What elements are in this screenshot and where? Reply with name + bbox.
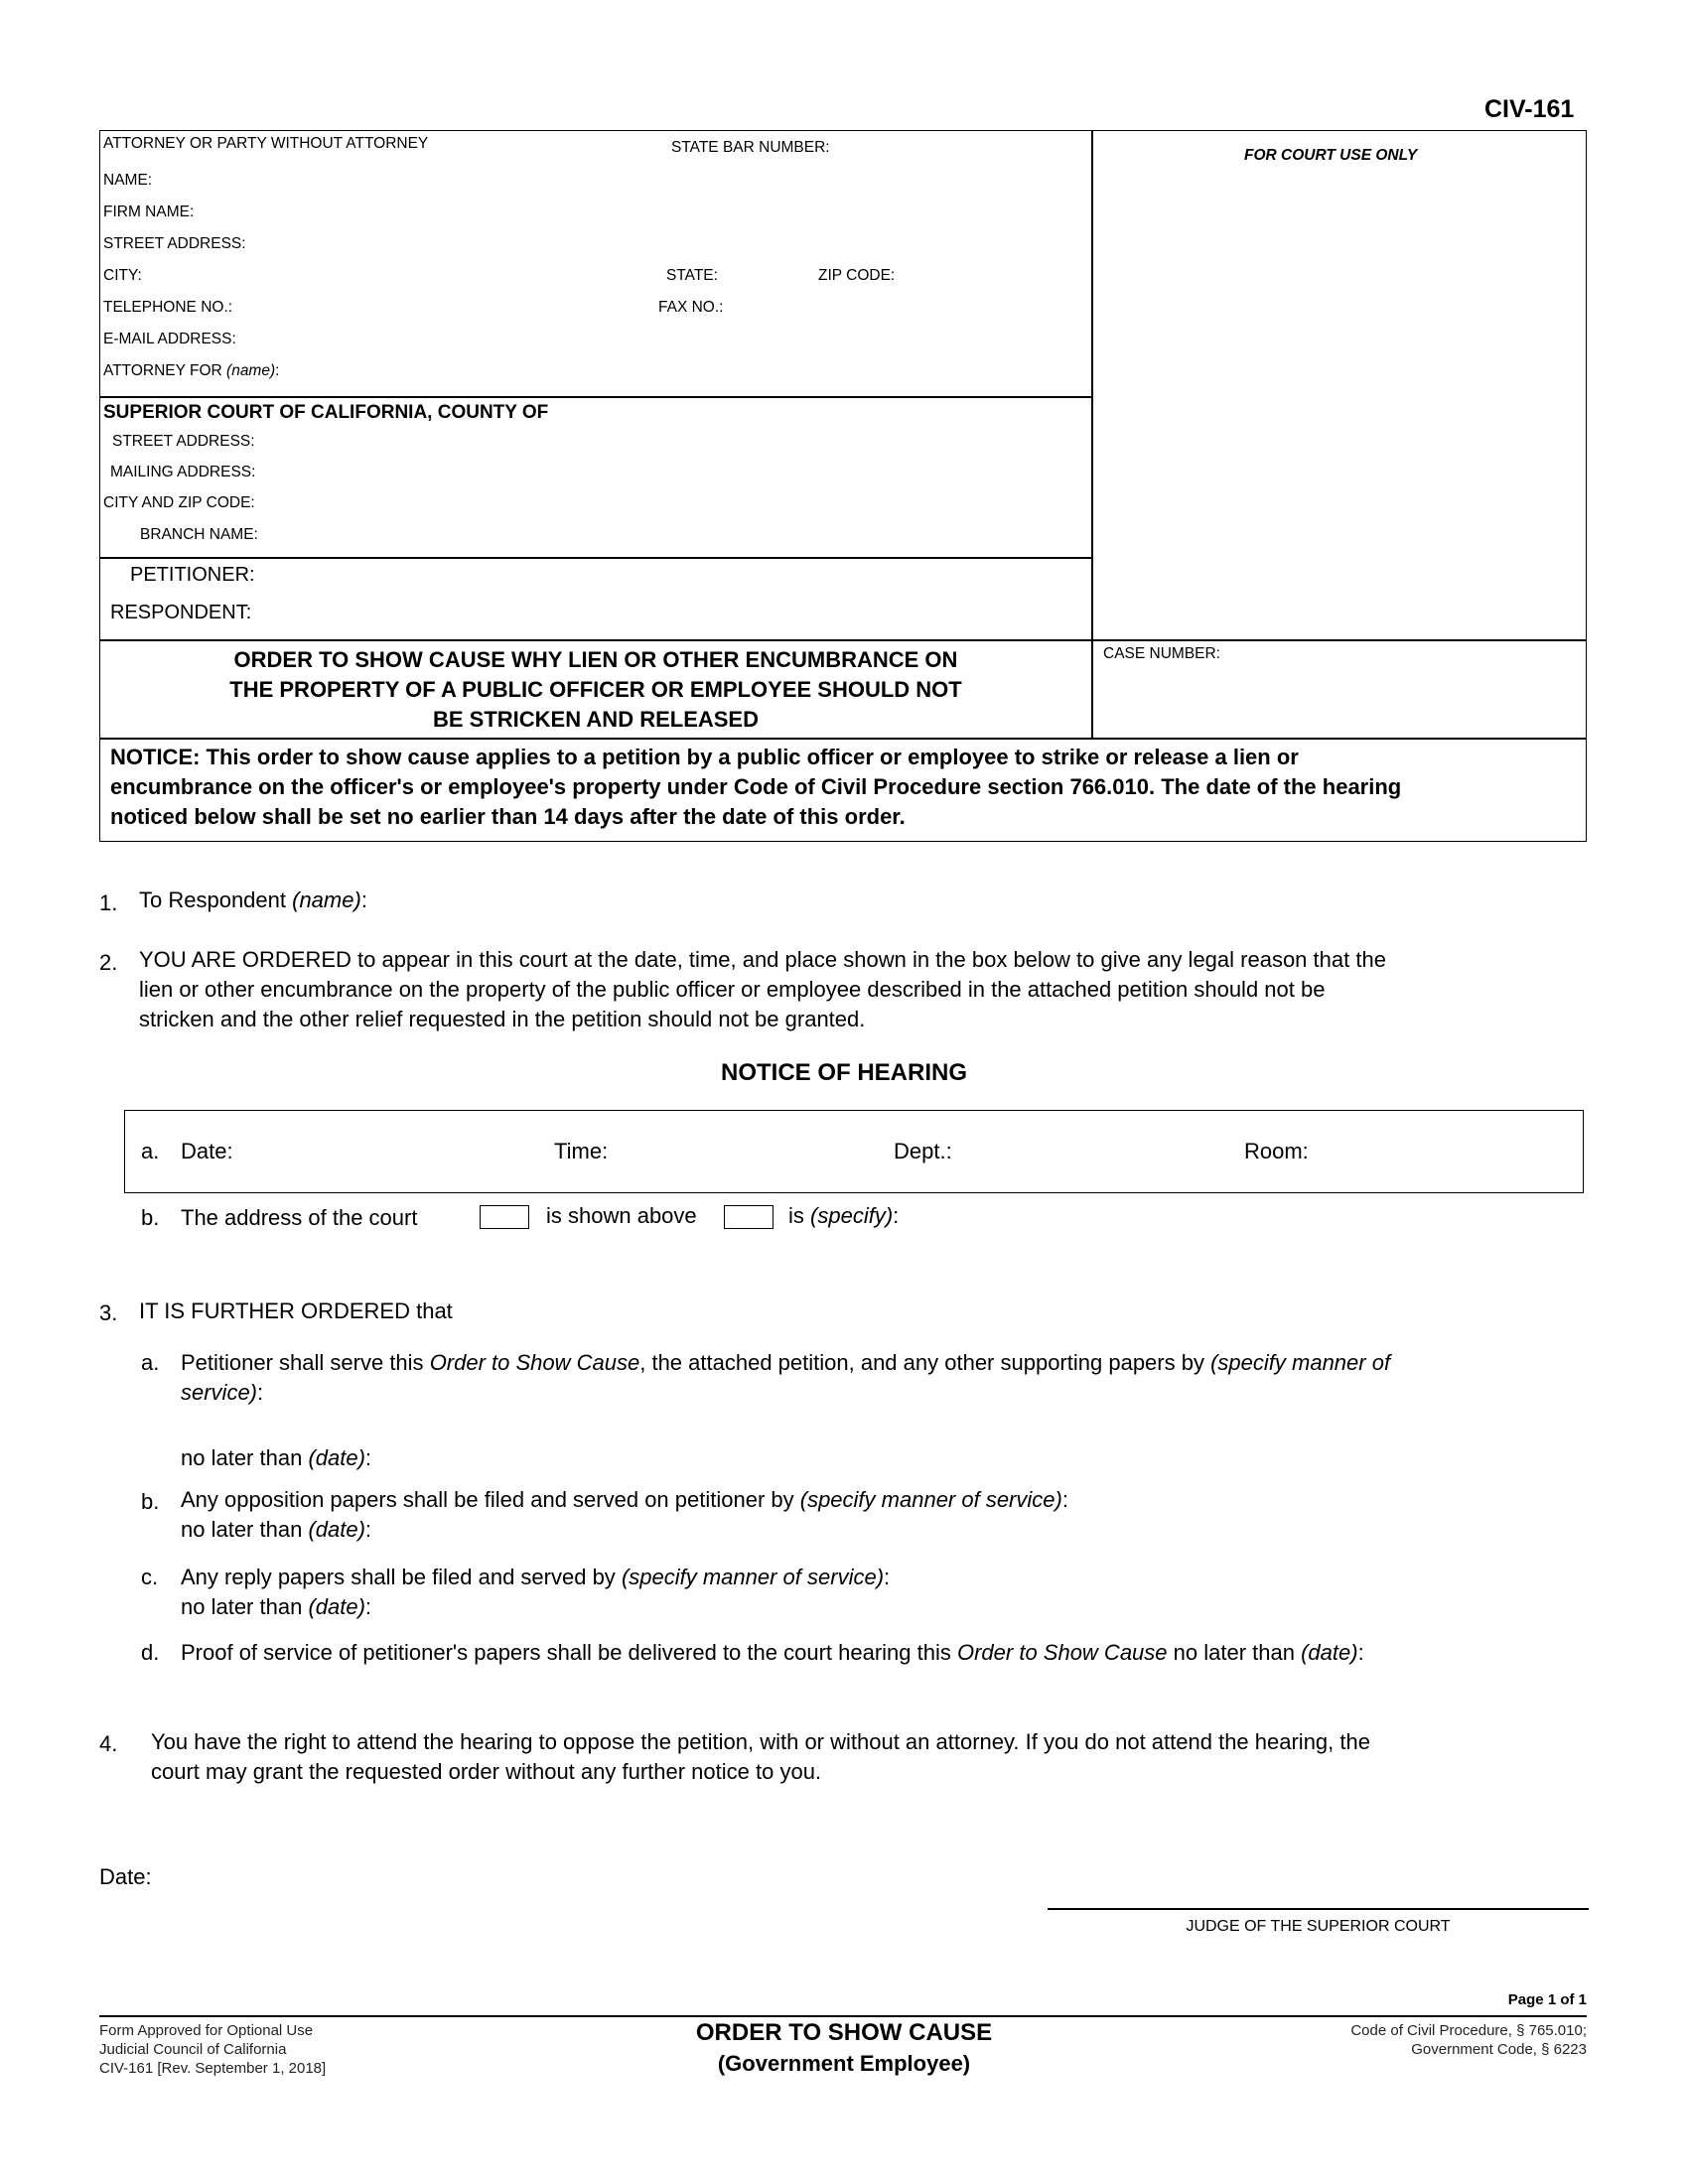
court-street-label: STREET ADDRESS: xyxy=(112,433,255,450)
form-number: CIV-161 xyxy=(1484,95,1575,123)
email-label: E-MAIL ADDRESS: xyxy=(103,331,236,347)
specify-address-label: is (specify): xyxy=(788,1203,900,1228)
court-use-label: FOR COURT USE ONLY xyxy=(1244,147,1418,164)
footer-left: Form Approved for Optional Use Judicial Council of California CIV-161 [Rev. September 1, 2018] xyxy=(99,2022,327,2077)
item1-text: To Respondent (name): xyxy=(139,887,367,912)
street-label: STREET ADDRESS: xyxy=(103,235,246,252)
item3a-text: Petitioner shall serve this Order to Show Cause, the attached petition, and any other supporting papers by (specify manner of service): xyxy=(181,1350,1391,1405)
item3c-letter: c. xyxy=(141,1565,159,1589)
page-number: Page 1 of 1 xyxy=(1507,1991,1587,2008)
caption-box xyxy=(99,130,1587,842)
item2-text: YOU ARE ORDERED to appear in this court at the date, time, and place shown in the box below to give any legal reason that the lien or other encumbrance on the property of the public officer or employee described in the attached petition should not be stricken and the other relief requested in the petition should not be granted. xyxy=(139,947,1386,1031)
court-city-label: CITY AND ZIP CODE: xyxy=(103,494,255,511)
footer-subtitle: (Government Employee) xyxy=(717,2051,971,2076)
item4-number: 4. xyxy=(99,1731,118,1756)
item3b-text: Any opposition papers shall be filed and served on petitioner by (specify manner of service): no later than (date): xyxy=(181,1487,1068,1542)
hearing-a-letter: a. xyxy=(141,1139,160,1163)
court-title: SUPERIOR COURT OF CALIFORNIA, COUNTY OF xyxy=(103,402,549,423)
item3-number: 3. xyxy=(99,1300,118,1325)
footer-right: Code of Civil Procedure, § 765.010; Government Code, § 6223 xyxy=(1350,2022,1587,2058)
item3d-text: Proof of service of petitioner's papers shall be delivered to the court hearing this Order to Show Cause no later than (date): xyxy=(181,1640,1364,1665)
city-label: CITY: xyxy=(103,267,142,284)
case-number-label: CASE NUMBER: xyxy=(1103,645,1220,662)
attorney-for-label: ATTORNEY FOR (name): xyxy=(103,362,280,379)
footer-rule xyxy=(99,2015,1587,2017)
judge-label: JUDGE OF THE SUPERIOR COURT xyxy=(1186,1918,1451,1935)
fax-label: FAX NO.: xyxy=(658,299,724,316)
item1-number: 1. xyxy=(99,890,118,915)
hearing-room-label: Room: xyxy=(1244,1139,1309,1163)
signature-line xyxy=(1048,1908,1589,1910)
item3-intro: IT IS FURTHER ORDERED that xyxy=(139,1298,453,1323)
hearing-box xyxy=(124,1110,1584,1193)
hearing-dept-label: Dept.: xyxy=(894,1139,952,1163)
hearing-heading: NOTICE OF HEARING xyxy=(720,1059,967,1086)
firm-label: FIRM NAME: xyxy=(103,204,195,220)
hearing-date-label: Date: xyxy=(181,1139,233,1163)
attorney-label: ATTORNEY OR PARTY WITHOUT ATTORNEY xyxy=(103,135,429,152)
caption-divider xyxy=(1091,131,1093,710)
item3b-letter: b. xyxy=(141,1489,160,1514)
item2-number: 2. xyxy=(99,950,118,975)
footer-title-block xyxy=(546,2019,1142,2077)
phone-label: TELEPHONE NO.: xyxy=(103,299,233,316)
specify-address-checkbox[interactable] xyxy=(724,1205,774,1229)
state-bar-label: STATE BAR NUMBER: xyxy=(671,139,830,156)
respondent-label: RESPONDENT: xyxy=(110,602,252,623)
name-label: NAME: xyxy=(103,172,153,189)
signature-date-label: Date: xyxy=(99,1864,152,1889)
shown-above-label: is shown above xyxy=(546,1203,697,1228)
item3a-date: no later than (date): xyxy=(181,1445,372,1470)
notice-text: NOTICE: This order to show cause applies to a petition by a public officer or employee to strike or release a lien or encumbrance on the officer's or employee's property under Code of Civil Procedure section 766.010. The date of the hearing noticed below shall be set no earlier than 14 days after the date of this order. xyxy=(110,745,1402,829)
item3a-letter: a. xyxy=(141,1350,160,1375)
court-address-label: The address of the court xyxy=(181,1205,418,1230)
item3d-letter: d. xyxy=(141,1640,160,1665)
shown-above-checkbox[interactable] xyxy=(480,1205,529,1229)
item3c-text: Any reply papers shall be filed and served by (specify manner of service): no later than (date): xyxy=(181,1565,891,1619)
hearing-time-label: Time: xyxy=(554,1139,609,1163)
court-branch-label: BRANCH NAME: xyxy=(140,526,258,543)
zip-label: ZIP CODE: xyxy=(818,267,896,284)
court-mailing-label: MAILING ADDRESS: xyxy=(110,464,256,480)
form-title: ORDER TO SHOW CAUSE WHY LIEN OR OTHER ENCUMBRANCE ON THE PROPERTY OF A PUBLIC OFFICER OR EMPLOYEE SHOULD NOT BE STRICKEN AND RELEASED xyxy=(229,647,962,732)
state-label: STATE: xyxy=(666,267,718,284)
footer-title: ORDER TO SHOW CAUSE xyxy=(695,2019,993,2046)
item4-text: You have the right to attend the hearing to oppose the petition, with or without an attorney. If you do not attend the hearing, the court may grant the requested order without any further notice to you. xyxy=(151,1729,1370,1784)
hearing-b-letter: b. xyxy=(141,1205,160,1230)
petitioner-label: PETITIONER: xyxy=(130,564,255,586)
